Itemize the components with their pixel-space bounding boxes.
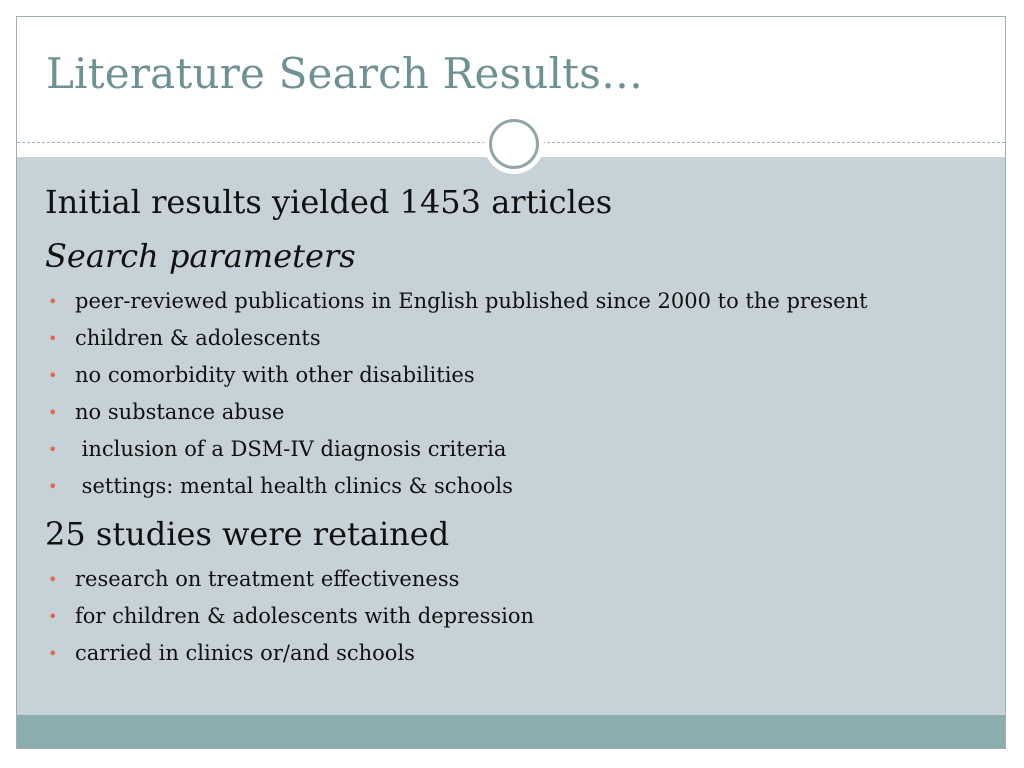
slide-title: Literature Search Results…: [46, 49, 644, 98]
retained-list: [45, 561, 985, 672]
list-item: • research on treatment effectiveness: [45, 561, 985, 598]
bullet-icon: •: [48, 329, 58, 348]
slide-body: [45, 179, 985, 672]
list-item: • settings: mental health clinics & schools: [45, 468, 985, 505]
list-item: • for children & adolescents with depression: [45, 598, 985, 635]
bullet-icon: •: [48, 570, 58, 589]
retained-heading: 25 studies were retained: [45, 515, 450, 553]
bullet-icon: •: [48, 440, 58, 459]
bullet-icon: •: [48, 403, 58, 422]
bullet-icon: •: [48, 292, 58, 311]
parameters-list: [45, 283, 985, 505]
bullet-icon: •: [48, 644, 58, 663]
list-item: • children & adolescents: [45, 320, 985, 357]
bullet-icon: •: [48, 607, 58, 626]
list-item: • carried in clinics or/and schools: [45, 635, 985, 672]
footer-band: [17, 715, 1005, 749]
list-item: • no substance abuse: [45, 394, 985, 431]
results-heading: Initial results yielded 1453 articles: [45, 183, 613, 221]
circle-ornament-icon: [484, 114, 544, 174]
bullet-icon: •: [48, 366, 58, 385]
list-item: • inclusion of a DSM-IV diagnosis criteria: [45, 431, 985, 468]
bullet-icon: •: [48, 477, 58, 496]
slide: [16, 16, 1006, 749]
parameters-heading: Search parameters: [45, 237, 356, 275]
list-item: • peer-reviewed publications in English published since 2000 to the present: [45, 283, 985, 320]
list-item: • no comorbidity with other disabilities: [45, 357, 985, 394]
